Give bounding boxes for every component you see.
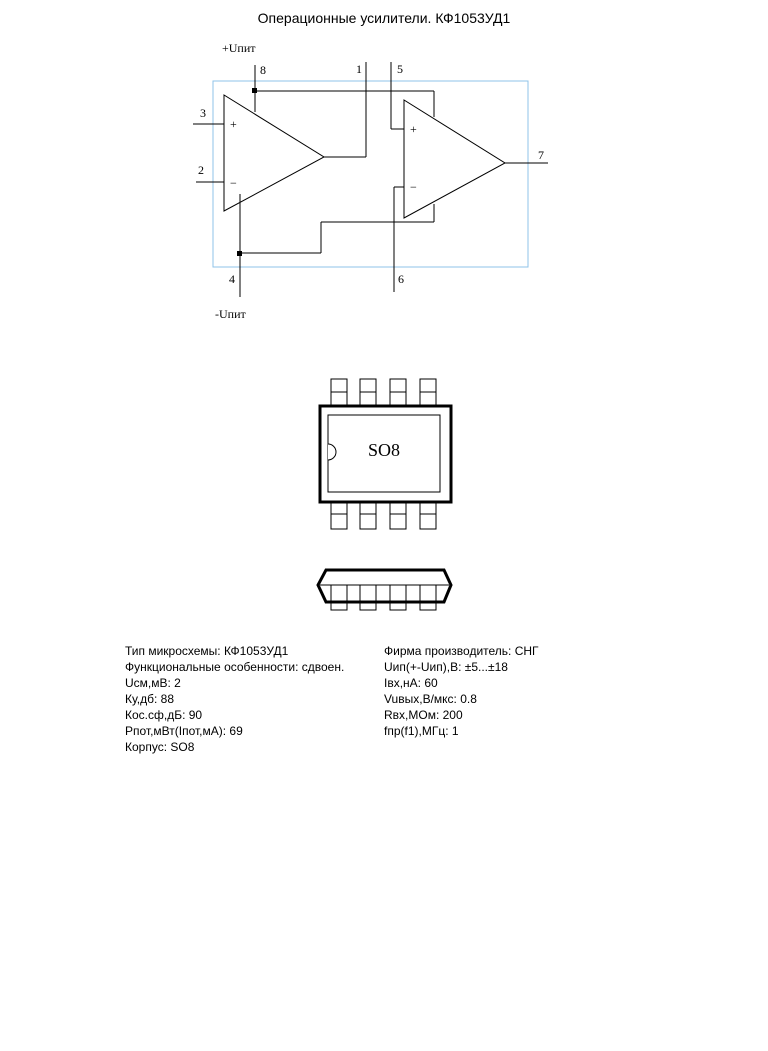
pin-1-label: 1	[356, 62, 362, 76]
pin-8-label: 8	[260, 63, 266, 77]
junction-dot	[237, 251, 242, 256]
spec-slew-rate: Vuвых,В/мкс: 0.8	[384, 692, 477, 706]
spec-bandwidth: fпр(f1),МГц: 1	[384, 724, 459, 738]
junction-dot	[252, 88, 257, 93]
supply-neg-label: -Uпит	[215, 307, 246, 321]
op-amp-2-triangle	[404, 100, 505, 218]
so8-side-view	[318, 570, 451, 610]
spec-cmrr: Кос.сф,дБ: 90	[125, 708, 203, 722]
op-amp-1-minus: −	[230, 176, 237, 190]
spec-input-resistance: Rвх,МОм: 200	[384, 708, 463, 722]
pin-4-label: 4	[229, 272, 235, 286]
spec-package: Корпус: SO8	[125, 740, 195, 754]
spec-power: Pпот,мВт(Iпот,мА): 69	[125, 724, 243, 738]
spec-features: Функциональные особенности: сдвоен.	[125, 660, 345, 674]
package-pin	[390, 585, 406, 610]
chip-boundary	[213, 81, 528, 267]
pin-7-label: 7	[538, 148, 544, 162]
package-pin	[331, 502, 347, 529]
specs-left-column	[125, 643, 344, 755]
package-pin	[360, 585, 376, 610]
spec-input-current: Iвх,нА: 60	[384, 676, 438, 690]
pin-5-label: 5	[397, 62, 403, 76]
package-label: SO8	[367, 440, 401, 460]
pin-3-label: 3	[200, 106, 206, 120]
spec-gain: Ку,дб: 88	[125, 692, 175, 706]
spec-offset-voltage: Uсм,мВ: 2	[125, 676, 181, 690]
spec-supply-voltage: Uип(+-Uип),В: ±5...±18	[384, 660, 508, 674]
pin-6-label: 6	[398, 272, 404, 286]
spec-type: Тип микросхемы: КФ1053УД1	[125, 644, 289, 658]
package-pin	[420, 585, 436, 610]
package-pin	[360, 502, 376, 529]
spec-manufacturer: Фирма производитель: СНГ	[384, 644, 539, 658]
op-amp-1-plus: +	[230, 117, 237, 131]
specs-right-column	[384, 643, 539, 739]
op-amp-2-minus: −	[410, 180, 417, 194]
op-amp-schematic	[193, 62, 548, 297]
page-title: Операционные усилители. КФ1053УД1	[257, 10, 511, 26]
package-pin	[420, 502, 436, 529]
op-amp-1-triangle	[224, 95, 324, 211]
supply-pos-label: +Uпит	[222, 41, 256, 55]
package-pin	[390, 502, 406, 529]
op-amp-2-plus: +	[410, 122, 417, 136]
package-pin	[331, 585, 347, 610]
pin-2-label: 2	[198, 163, 204, 177]
